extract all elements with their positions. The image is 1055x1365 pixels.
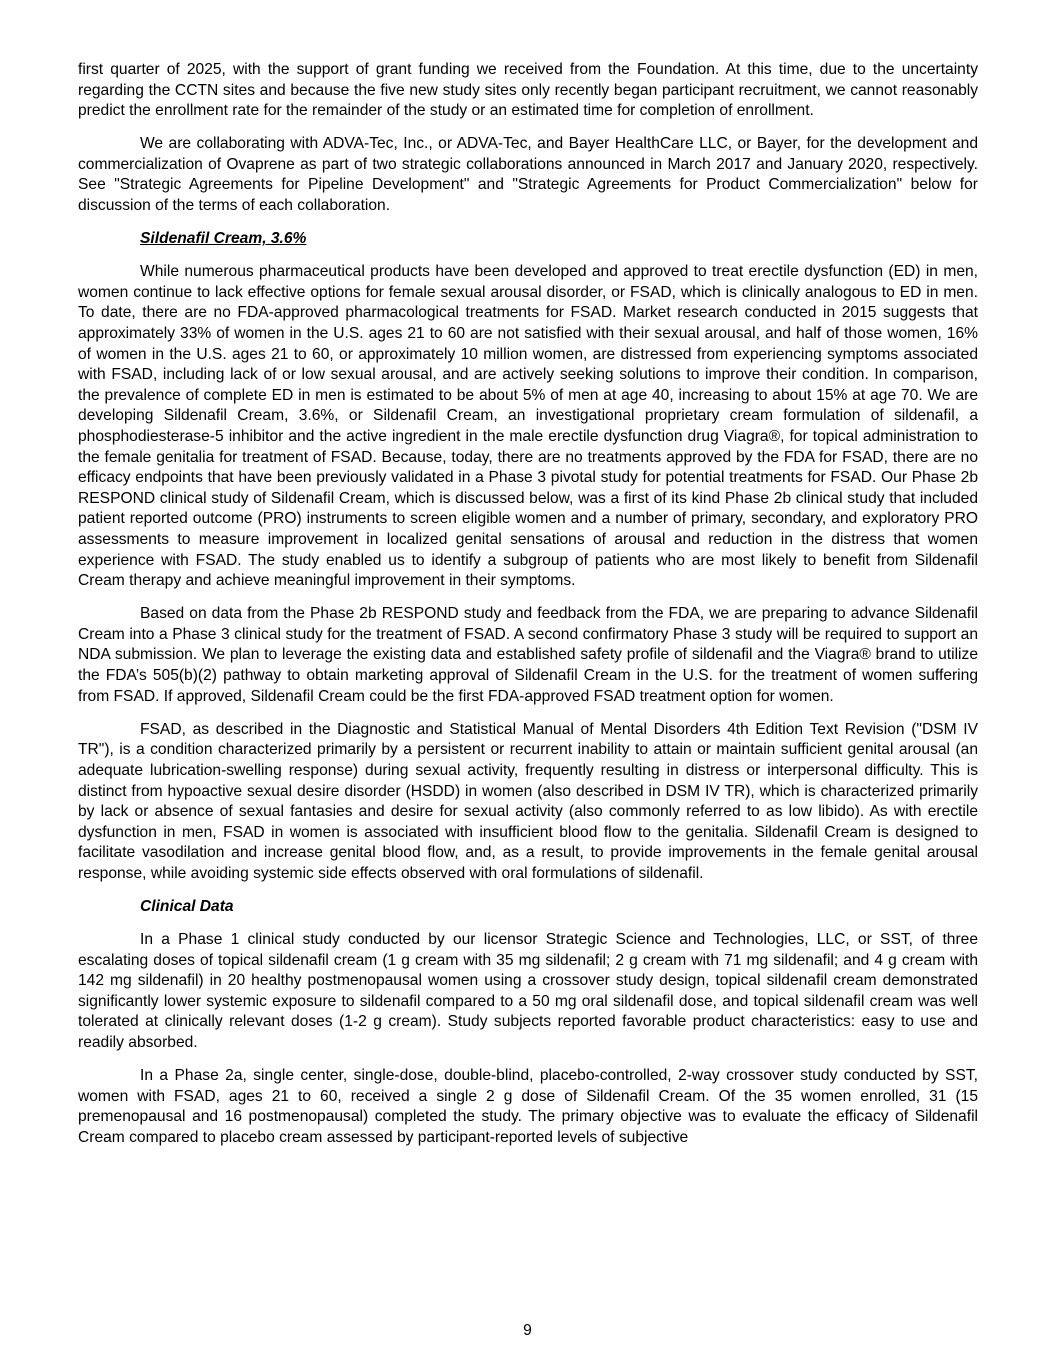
paragraph-fsad-overview: While numerous pharmaceutical products have been developed and approved to treat erectile dysfunction (ED) in men, women continue to lack effective options for female sexual arousal disorder, or FSAD, which is clinically analogous to ED in men. To date, there are no FDA-approved pharmacological treatments for FSAD. Market research conducted in 2015 suggests that approximately 33% of women in the U.S. ages 21 to 60 are not satisfied with their sexual arousal, and half of those women, 16% of women in the U.S. ages 21 to 60, or approximately 10 million women, are distressed from experiencing symptoms associated with FSAD, including lack of or low sexual arousal, and are actively seeking solutions to improve their condition. In comparison, the prevalence of complete ED in men is estimated to be about 5% of men at age 40, increasing to about 15% at age 70. We are developing Sildenafil Cream, 3.6%, or Sildenafil Cream, an investigational proprietary cream formulation of sildenafil, a phosphodiesterase-5 inhibitor and the active ingredient in the male erectile dysfunction drug Viagra®, for topical administration to the female genitalia for treatment of FSAD. Because, today, there are no treatments approved by the FDA for FSAD, there are no efficacy endpoints that have been previously validated in a Phase 3 pivotal study for potential treatments for FSAD. Our Phase 2b RESPOND clinical study of Sildenafil Cream, which is discussed below, was a first of its kind Phase 2b clinical study that included patient reported outcome (PRO) instruments to screen eligible women and a number of primary, secondary, and exploratory PRO assessments to measure improvement in localized genital sensations of arousal and reduction in the distress that women experience with FSAD. The study enabled us to identify a subgroup of patients who are most likely to benefit from Sildenafil Cream therapy and achieve meaningful improvement in their symptoms. — [78, 263, 978, 590]
page-number: 9 — [523, 1322, 532, 1339]
document-body — [78, 60, 978, 1161]
paragraph-phase3-plans: Based on data from the Phase 2b RESPOND study and feedback from the FDA, we are preparing to advance Sildenafil Cream into a Phase 3 clinical study for the treatment of FSAD. A second confirmatory Phase 3 study will be required to support an NDA submission. We plan to leverage the existing data and established safety profile of sildenafil and the Viagra® brand to utilize the FDA’s 505(b)(2) pathway to obtain marketing approval of Sildenafil Cream in the U.S. for the treatment of women suffering from FSAD. If approved, Sildenafil Cream could be the first FDA-approved FSAD treatment option for women. — [78, 605, 978, 705]
paragraph-phase2a-study: In a Phase 2a, single center, single-dose, double-blind, placebo-controlled, 2-way crossover study conducted by SST, women with FSAD, ages 21 to 60, received a single 2 g dose of Sildenafil Cream. Of the 35 women enrolled, 31 (15 premenopausal and 16 postmenopausal) completed the study. The primary objective was to evaluate the efficacy of Sildenafil Cream compared to placebo cream assessed by participant-reported levels of subjective — [78, 1067, 978, 1146]
paragraph-enrollment: first quarter of 2025, with the support of grant funding we received from the Foundation. At this time, due to the uncertainty regarding the CCTN sites and because the five new study sites only recently began participant recruitment, we cannot reasonably predict the enrollment rate for the remainder of the study or an estimated time for completion of enrollment. — [78, 61, 978, 120]
paragraph-fsad-definition: FSAD, as described in the Diagnostic and Statistical Manual of Mental Disorders 4th Edition Text Revision ("DSM IV TR"), is a condition characterized primarily by a persistent or recurrent inability to attain or maintain sufficient genital arousal (an adequate lubrication-swelling response) during sexual activity, frequently resulting in distress or interpersonal difficulty. This is distinct from hypoactive sexual desire disorder (HSDD) in women (also described in DSM IV TR), which is characterized primarily by lack or absence of sexual fantasies and desire for sexual activity (also commonly referred to as low libido). As with erectile dysfunction in men, FSAD in women is associated with insufficient blood flow to the genitalia. Sildenafil Cream is designed to facilitate vasodilation and increase genital blood flow, and, as a result, to provide improvements in the female genital arousal response, while avoiding systemic side effects observed with oral formulations of sildenafil. — [78, 720, 978, 882]
paragraph-collaborations: We are collaborating with ADVA-Tec, Inc., or ADVA-Tec, and Bayer HealthCare LLC, or Bayer, for the development and commercialization of Ovaprene as part of two strategic collaborations announced in March 2017 and January 2020, respectively. See "Strategic Agreements for Pipeline Development" and "Strategic Agreements for Product Commercialization" below for discussion of the terms of each collaboration. — [78, 135, 978, 215]
section-heading-sildenafil-cream: Sildenafil Cream, 3.6% — [140, 230, 307, 248]
paragraph-phase1-study: In a Phase 1 clinical study conducted by our licensor Strategic Science and Technologies, LLC, or SST, of three escalating doses of topical sildenafil cream (1 g cream with 35 mg sildenafil; 2 g cream with 71 mg sildenafil; and 4 g cream with 142 mg sildenafil) in 20 healthy postmenopausal women using a crossover study design, topical sildenafil cream demonstrated significantly lower systemic exposure to sildenafil compared to a 50 mg oral sildenafil dose, and topical sildenafil cream was well tolerated at clinically relevant doses (1-2 g cream). Study subjects reported favorable product characteristics: easy to use and readily absorbed. — [78, 931, 978, 1052]
section-heading-clinical-data: Clinical Data — [140, 897, 234, 915]
